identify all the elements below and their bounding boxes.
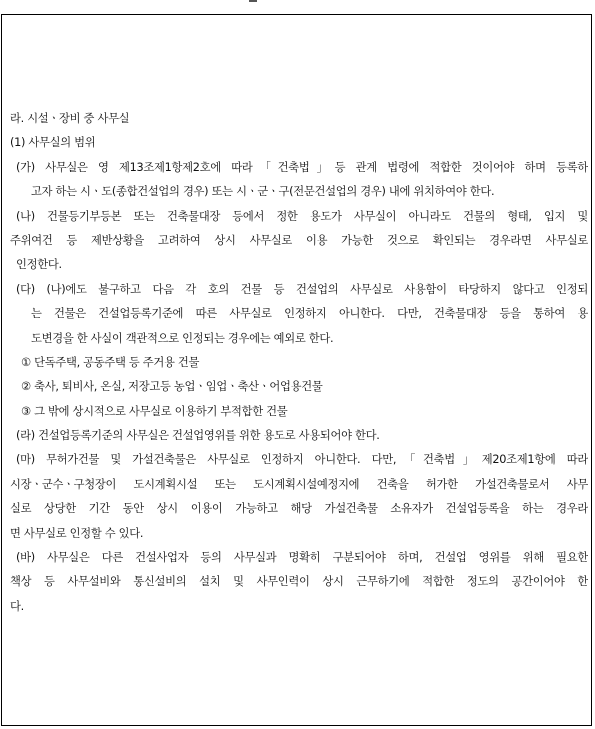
item-da-line-2: 는 건물은 건설업등록기준에 따른 사무실로 인정하지 아니한다. 다만, 건축물대장 등을 통하여 용	[31, 307, 588, 321]
item-da-sub-2: ② 축사, 퇴비사, 온실, 저장고등 농업ㆍ임업ㆍ축산ㆍ어업용건물	[21, 380, 323, 394]
item-na-line-1: (나) 건물등기부등본 또는 건축물대장 등에서 정한 용도가 사무실이 아니라도 건물의 형태, 입지 및	[16, 209, 588, 223]
item-na-line-2: 주위여건 등 제반상황을 고려하여 상시 사무실로 이용 가능한 것으로 확인되는 경우라면 사무실로	[10, 233, 588, 247]
item-ga-line-1: (가) 사무실은 영 제13조제1항제2호에 따라「건축법」등 관계 법령에 적합한 것이어야 하며 등록하	[16, 160, 588, 174]
page-top-mark	[249, 0, 257, 2]
item-ra-line-1: (라) 건설업등록기준의 사무실은 건설업영위를 위한 용도로 사용되어야 한다.	[16, 429, 380, 443]
item-da-sub-3: ③ 그 밖에 상시적으로 사무실로 이용하기 부적합한 건물	[21, 404, 288, 418]
item-ma-line-4: 면 사무실로 인정할 수 있다.	[10, 526, 144, 540]
item-da-sub-1: ① 단독주택, 공동주택 등 주거용 건물	[21, 355, 200, 369]
item-na-line-3: 인정한다.	[16, 258, 62, 272]
item-ga-line-2: 고자 하는 시ㆍ도(종합건설업의 경우) 또는 시ㆍ군ㆍ구(전문건설업의 경우) 내에 위치하여야 한다.	[31, 185, 495, 199]
item-ma-line-1: (마) 무허가건물 및 가설건축물은 사무실로 인정하지 아니한다. 다만,「건축법」제20조제1항에 따라	[16, 453, 588, 467]
item-ba-line-3: 다.	[10, 599, 24, 613]
item-ba-line-1: (바) 사무실은 다른 건설사업자 등의 사무실과 명확히 구분되어야 하며, 건설업 영위를 위해 필요한	[16, 551, 588, 565]
section-heading: 라. 시설ㆍ장비 중 사무실	[10, 112, 130, 125]
item-ma-line-3: 실로 상당한 기간 동안 상시 이용이 가능하고 해당 가설건축물 소유자가 건설업등록을 하는 경우라	[10, 502, 588, 516]
item-da-line-3: 도변경을 한 사실이 객관적으로 인정되는 경우에는 예외로 한다.	[31, 331, 334, 345]
item-da-line-1: (다) (나)에도 불구하고 다음 각 호의 건물 등 건설업의 사무실로 사용함이 타당하지 않다고 인정되	[16, 282, 588, 296]
section-subheading: (1) 사무실의 범위	[10, 136, 96, 150]
item-ma-line-2: 시장ㆍ군수ㆍ구청장이 도시계획시설 또는 도시계획시설예정지에 건축을 허가한 가설건축물로서 사무	[10, 477, 588, 491]
document-body	[10, 107, 588, 619]
item-ba-line-2: 책상 등 사무설비와 통신설비의 설치 및 사무인력이 상시 근무하기에 적합한 정도의 공간이어야 한	[10, 575, 588, 589]
